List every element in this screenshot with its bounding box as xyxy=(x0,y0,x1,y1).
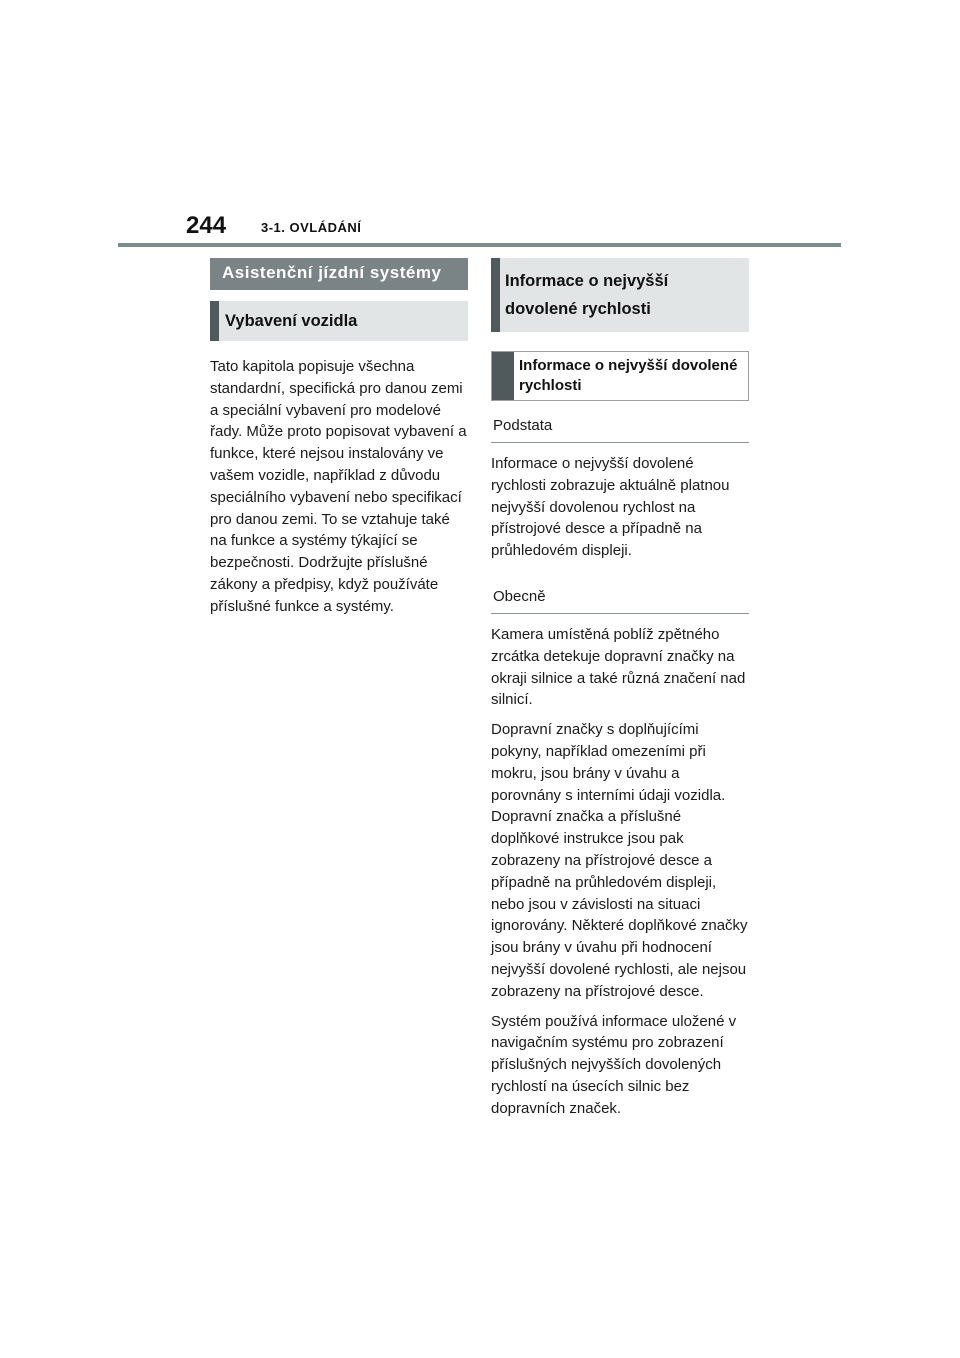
subheading-vybaveni: Vybavení vozidla xyxy=(210,301,468,341)
heading-podstata: Podstata xyxy=(491,413,749,443)
heading-obecne: Obecně xyxy=(491,584,749,614)
box-heading-bar xyxy=(492,352,514,400)
box-heading-text: Informace o nejvyšší dovolené rychlosti xyxy=(519,357,738,394)
obecne-section xyxy=(491,624,749,1120)
obecne-paragraph-3: Systém používá informace uložené v navigačním systému pro zobrazení příslušných nejvyšších dovolených rychlostí na úsecích silnic bez dopravních značek. xyxy=(491,1012,737,1117)
chapter-title: 3-1. OVLÁDÁNÍ xyxy=(261,220,362,235)
box-heading xyxy=(491,351,749,401)
header-rule xyxy=(118,243,841,247)
podstata-paragraph: Informace o nejvyšší dovolené rychlosti zobrazuje aktuálně platnou nejvyšší dovolenou rychlost na přístrojové desce a případně na průhledovém displeji. xyxy=(491,455,730,560)
subheading-speed-info: Informace o nejvyšší dovolené rychlosti xyxy=(491,258,749,332)
intro-paragraph: Tato kapitola popisuje všechna standardní, specifická pro danou zemi a speciální vybavení pro modelové řady. Může proto popisovat vybavení a funkce, které nejsou instalovány ve vašem vozidle, například z důvodu speciálního vybavení nebo specifikací pro danou zemi. To se vztahuje také na funkce a systémy týkající se bezpečnosti. Dodržujte příslušné zákony a předpisy, když používáte příslušné funkce a systémy. xyxy=(210,358,467,615)
intro-text xyxy=(210,356,468,618)
obecne-paragraph-1: Kamera umístěná poblíž zpětného zrcátka detekuje dopravní značky na okraji silnice a také různá značení nad silnicí. xyxy=(491,625,746,709)
right-column xyxy=(491,258,749,1128)
page-number: 244 xyxy=(186,212,227,239)
podstata-section xyxy=(491,453,749,562)
section-title: Asistenční jízdní systémy xyxy=(210,258,468,290)
left-column xyxy=(210,258,468,626)
obecne-paragraph-2: Dopravní značky s doplňujícími pokyny, například omezeními při mokru, jsou brány v úvahu a porovnány s interními údaji vozidla. Dopravní značka a příslušné doplňkové instrukce jsou pak zobrazeny na přístrojové desce a případně na průhledovém displeji, nebo jsou v závislosti na situaci ignorovány. Některé doplňkové značky jsou brány v úvahu při hodnocení nejvyšší dovolené rychlosti, ale nejsou zobrazeny na přístrojové desce. xyxy=(491,721,748,1000)
